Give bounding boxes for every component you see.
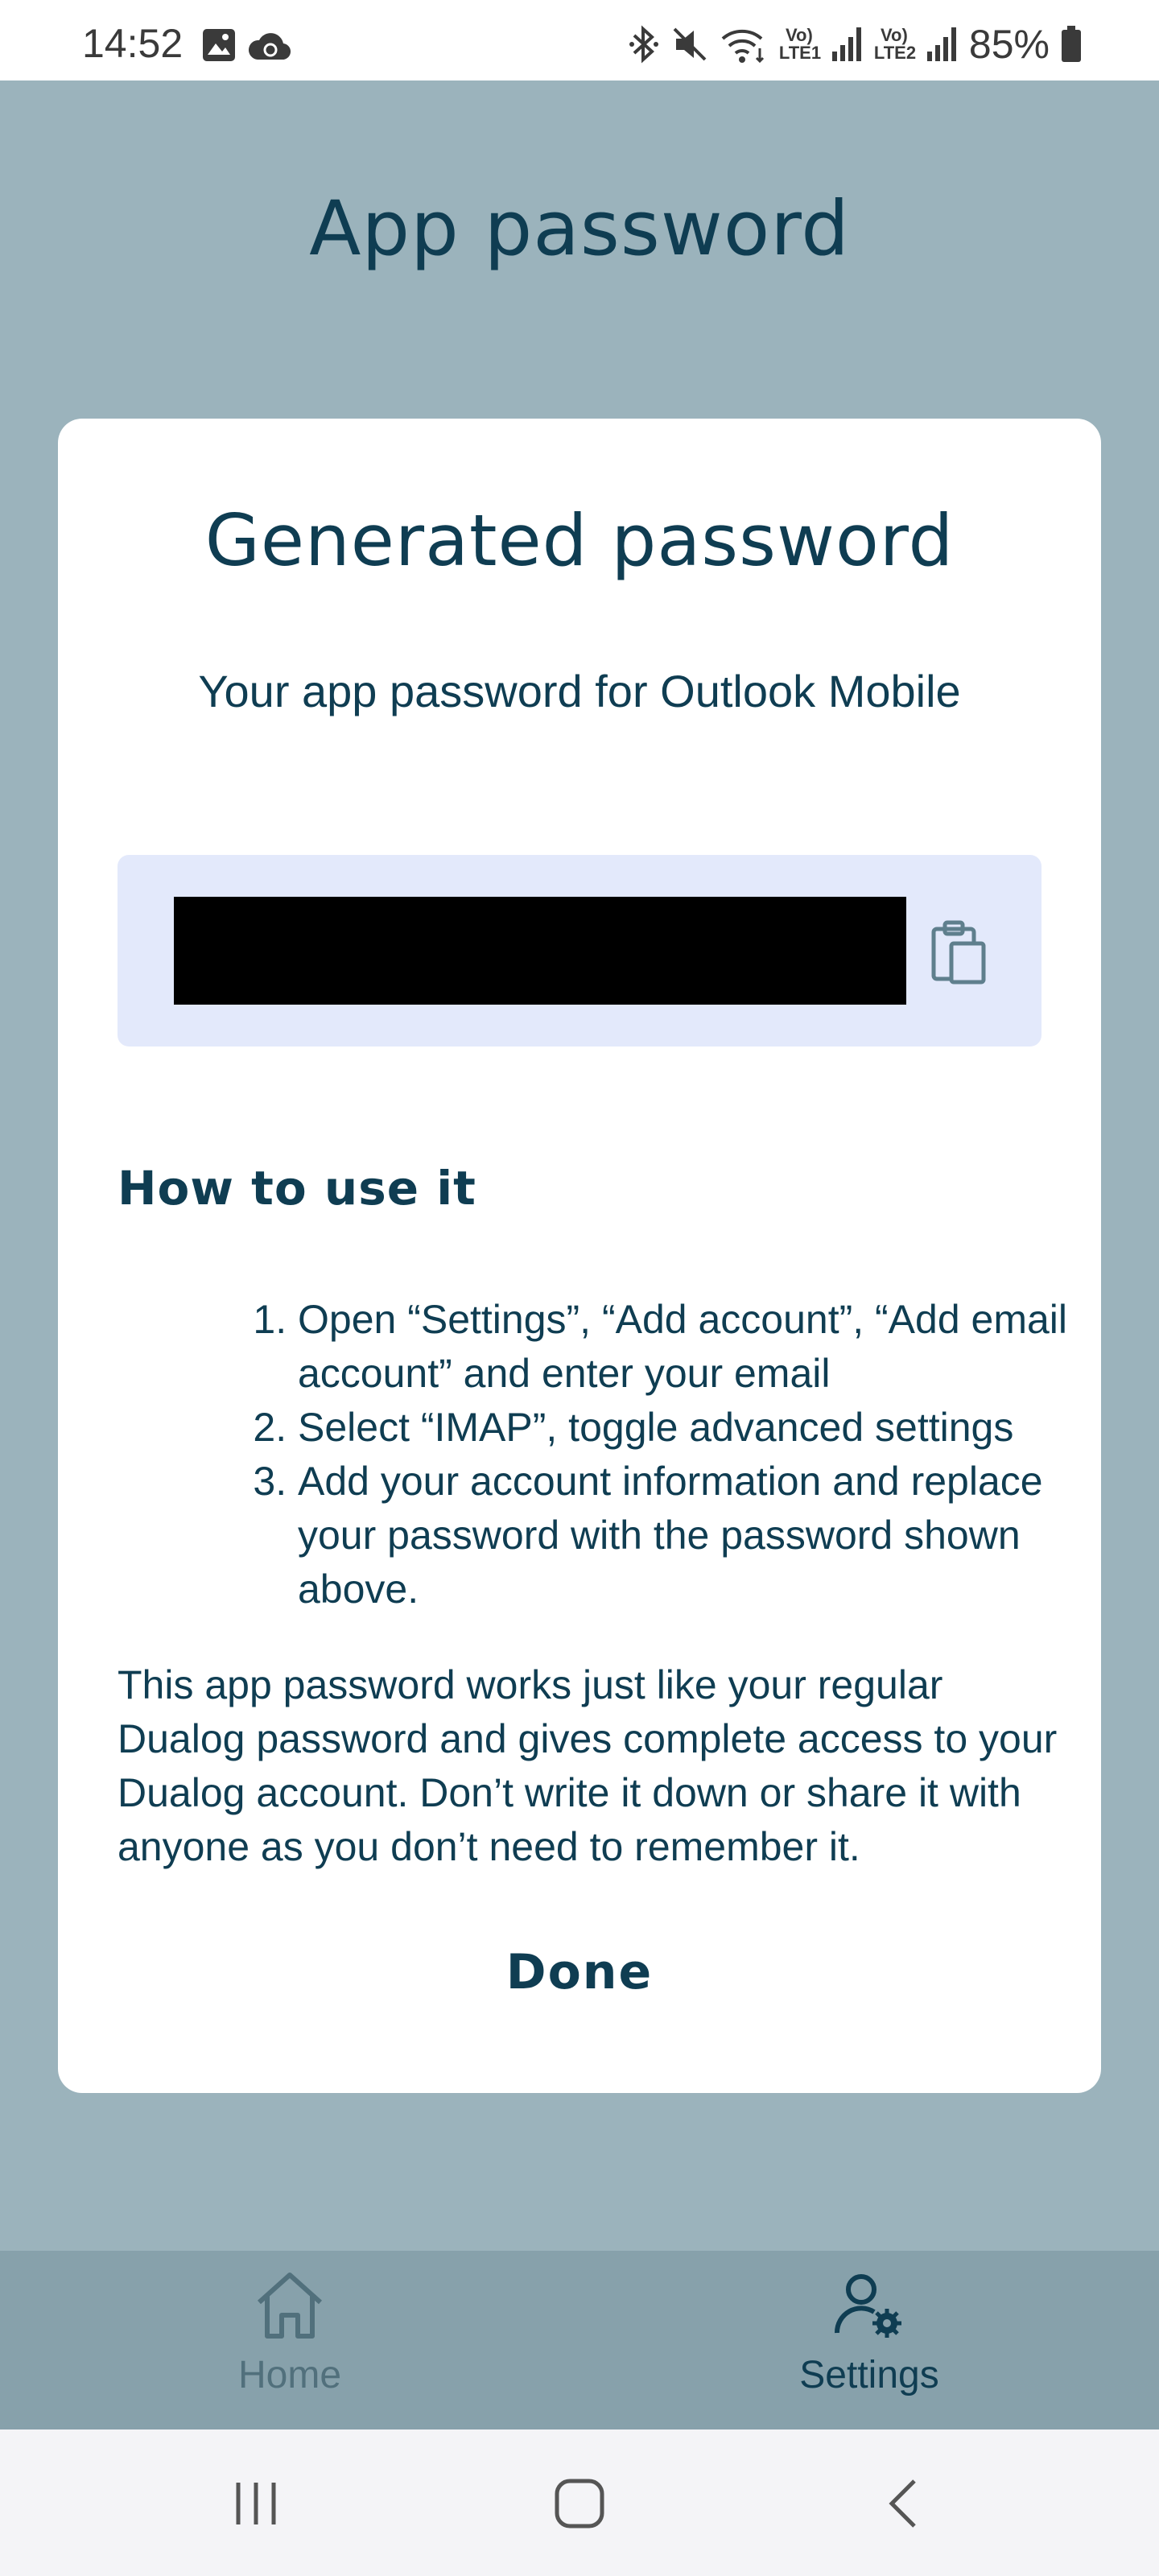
- dialog-subtitle: Your app password for Outlook Mobile: [198, 666, 961, 716]
- dialog-title: Generated password: [204, 499, 955, 582]
- list-item: 1. Open “Settings”, “Add account”, “Add email account” and enter your email: [298, 1293, 1067, 1401]
- signal-sim2-icon: [926, 26, 958, 63]
- clipboard-icon: [922, 918, 995, 990]
- nav-label-home: Home: [237, 2354, 342, 2396]
- nav-item-home[interactable]: [145, 2267, 435, 2397]
- home-circle-icon[interactable]: [554, 2478, 605, 2529]
- wifi-icon: [720, 24, 768, 64]
- generated-password-dialog: [58, 419, 1101, 2093]
- list-item: 3. Add your account information and replace your password with the password shown above.: [298, 1455, 1067, 1616]
- how-to-heading: How to use it: [118, 1161, 476, 1216]
- bluetooth-icon: [628, 24, 660, 64]
- system-navigation-bar: [0, 2429, 1159, 2576]
- sim2-label: Vo) LTE2: [873, 25, 917, 63]
- status-bar: [0, 0, 1159, 80]
- sim1-label: Vo) LTE1: [778, 25, 822, 63]
- done-button[interactable]: Done: [419, 1932, 740, 2013]
- password-value-redacted[interactable]: [174, 897, 906, 1005]
- cloud-sync-icon: [246, 31, 291, 63]
- page-title: App password: [309, 185, 850, 273]
- user-settings-icon: [829, 2267, 909, 2344]
- battery-icon: [1061, 26, 1082, 63]
- back-icon[interactable]: [879, 2478, 930, 2529]
- security-notice: This app password works just like your regular Dualog password and gives complete access to your Dualog account. Don’t write it down or share it with anyone as you don’t need to remember it.: [118, 1662, 1058, 1869]
- status-time: 14:52: [82, 21, 184, 66]
- signal-sim1-icon: [831, 26, 863, 63]
- bottom-navigation: [0, 2251, 1159, 2429]
- nav-label-settings: Settings: [799, 2354, 939, 2396]
- instruction-steps: [118, 1293, 1067, 1616]
- battery-percent: 85%: [968, 22, 1050, 67]
- nav-item-settings[interactable]: [724, 2267, 1014, 2397]
- password-field: [118, 855, 1041, 1046]
- status-icons: [628, 16, 1082, 72]
- image-icon: [201, 27, 237, 63]
- copy-password-button[interactable]: [922, 918, 995, 990]
- list-item: 2. Select “IMAP”, toggle advanced settings: [298, 1401, 1067, 1455]
- mute-icon: [671, 24, 708, 64]
- recent-apps-icon[interactable]: [230, 2478, 282, 2529]
- home-icon: [250, 2267, 330, 2344]
